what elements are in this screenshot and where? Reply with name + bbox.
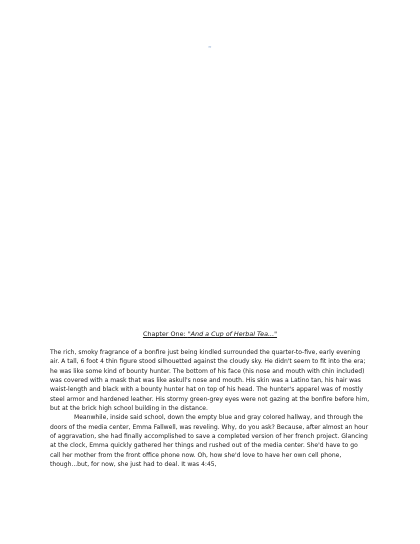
header-ornament: ≈ [208,44,212,49]
chapter-name: "And a Cup of Herbal Tea..." [187,330,278,338]
chapter-label: Chapter One: [142,330,188,338]
chapter-title [0,330,420,339]
paragraph: Meanwhile, inside said school, down the empty blue and gray colored hallway, and through the doors of the media center, Emma Fallwell, was reveling. Why, do you ask? Because, after almost an hour of aggravation, she had finally accomplished to save a completed version of her french project. Glancing at the clock, Emma quickly gathered her things and rushed out of the media center. She'd have to go call her mother from the front office phone now. Oh, how she'd love to have her own cell phone, though...but, for now, she just had to deal. It was 4:45, [50,414,369,469]
chapter-body [50,348,370,469]
paragraph: The rich, smoky fragrance of a bonfire just being kindled surrounded the quarter-to-five, early evening air. A tall, 6 foot 4 thin figure stood silhouetted against the cloudy sky. He didn't seem to fit into the era; he was like some kind of bounty hunter. The bottom of his face (his nose and mouth with chin included) was covered with a mask that was like askull's nose and mouth. His skin was a Latino tan, his hair was waist-length and black with a bounty hunter hat on top of his head. The hunter's apparel was of mostly steel armor and hardened leather. His stormy green-grey eyes were not gazing at the bonfire before him, but at the brick high school building in the distance. [50,349,370,413]
